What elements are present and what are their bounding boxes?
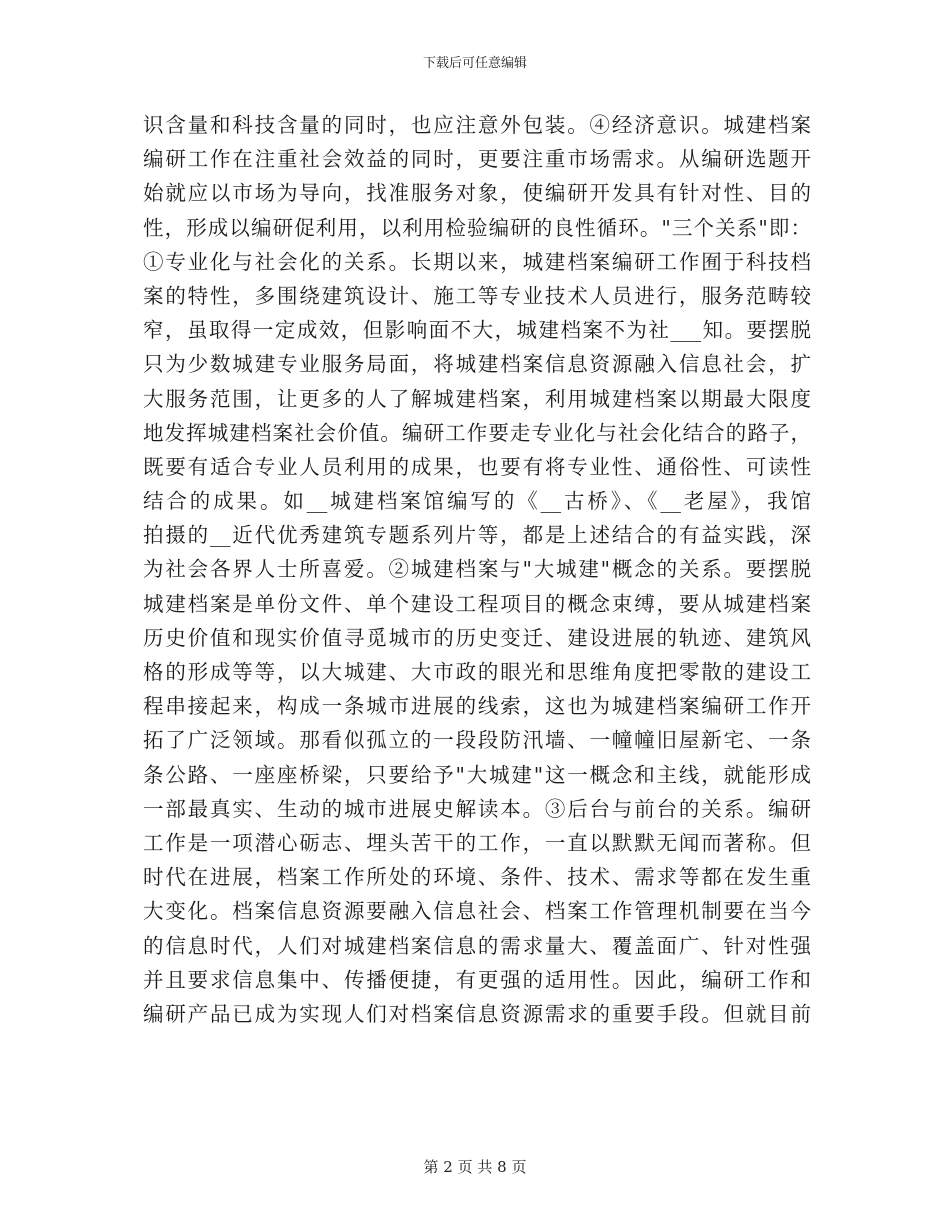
text-line: 窄，虽取得一定成效，但影响面不大，城建档案不为社___知。要摆脱	[143, 318, 811, 343]
text-line: 识含量和科技含量的同时，也应注意外包装。④经济意识。城建档案	[143, 113, 811, 137]
text-line: 时代在进展，档案工作所处的环境、条件、技术、需求等都在发生重	[143, 865, 811, 890]
text-line: 格的形成等等，以大城建、大市政的眼光和思维角度把零散的建设工	[143, 660, 811, 684]
text-line: 大变化。档案信息资源要融入信息社会、档案工作管理机制要在当今	[143, 899, 811, 924]
text-line: 程串接起来，构成一条城市进展的线索，这也为城建档案编研工作开	[143, 694, 811, 719]
text-line: 工作是一项潜心砺志、埋头苦干的工作，一直以默默无闻而著称。但	[143, 830, 811, 855]
text-line: 并且要求信息集中、传播便捷，有更强的适用性。因此，编研工作和	[143, 967, 811, 992]
text-line: 案的特性，多围绕建筑设计、施工等专业技术人员进行，服务范畴较	[143, 283, 811, 308]
page-header-note: 下载后可任意编辑	[422, 56, 527, 71]
text-line: 始就应以市场为导向，找准服务对象，使编研开发具有针对性、目的	[143, 181, 811, 206]
text-line: 的信息时代，人们对城建档案信息的需求量大、覆盖面广、针对性强	[143, 933, 811, 958]
text-line: 大服务范围，让更多的人了解城建档案，利用城建档案以期最大限度	[143, 386, 811, 411]
text-line: 编研产品已成为实现人们对档案信息资源需求的重要手段。但就目前	[143, 1001, 811, 1026]
text-line: 城建档案是单份文件、单个建设工程项目的概念束缚，要从城建档案	[143, 591, 811, 616]
text-line: 结合的成果。如__城建档案馆编写的《__古桥》、《__老屋》，我馆	[143, 489, 811, 514]
text-line: 既要有适合专业人员利用的成果，也要有将专业性、通俗性、可读性	[143, 454, 811, 479]
text-line: 只为少数城建专业服务局面，将城建档案信息资源融入信息社会，扩	[143, 352, 811, 377]
text-line: ①专业化与社会化的关系。长期以来，城建档案编研工作囿于科技档	[143, 249, 811, 274]
text-line: 条公路、一座座桥梁，只要给予"大城建"这一概念和主线，就能形成	[143, 762, 811, 787]
text-line: 历史价值和现实价值寻觅城市的历史变迁、建设进展的轨迹、建筑风	[143, 625, 811, 650]
text-line: 拓了广泛领域。那看似孤立的一段段防汛墙、一幢幢旧屋新宅、一条	[143, 728, 811, 753]
document-body	[143, 108, 811, 1031]
text-line: 为社会各界人士所喜爱。②城建档案与"大城建"概念的关系。要摆脱	[143, 557, 811, 582]
text-line: 编研工作在注重社会效益的同时，更要注重市场需求。从编研选题开	[143, 147, 811, 172]
page-number-footer: 第 2 页 共 8 页	[423, 1158, 527, 1176]
text-line: 一部最真实、生动的城市进展史解读本。③后台与前台的关系。编研	[143, 796, 811, 821]
text-line: 拍摄的__近代优秀建筑专题系列片等，都是上述结合的有益实践，深	[143, 523, 811, 548]
text-line: 地发挥城建档案社会价值。编研工作要走专业化与社会化结合的路子，	[143, 420, 811, 445]
text-line: 性，形成以编研促利用，以利用检验编研的良性循环。"三个关系"即：	[143, 215, 811, 240]
